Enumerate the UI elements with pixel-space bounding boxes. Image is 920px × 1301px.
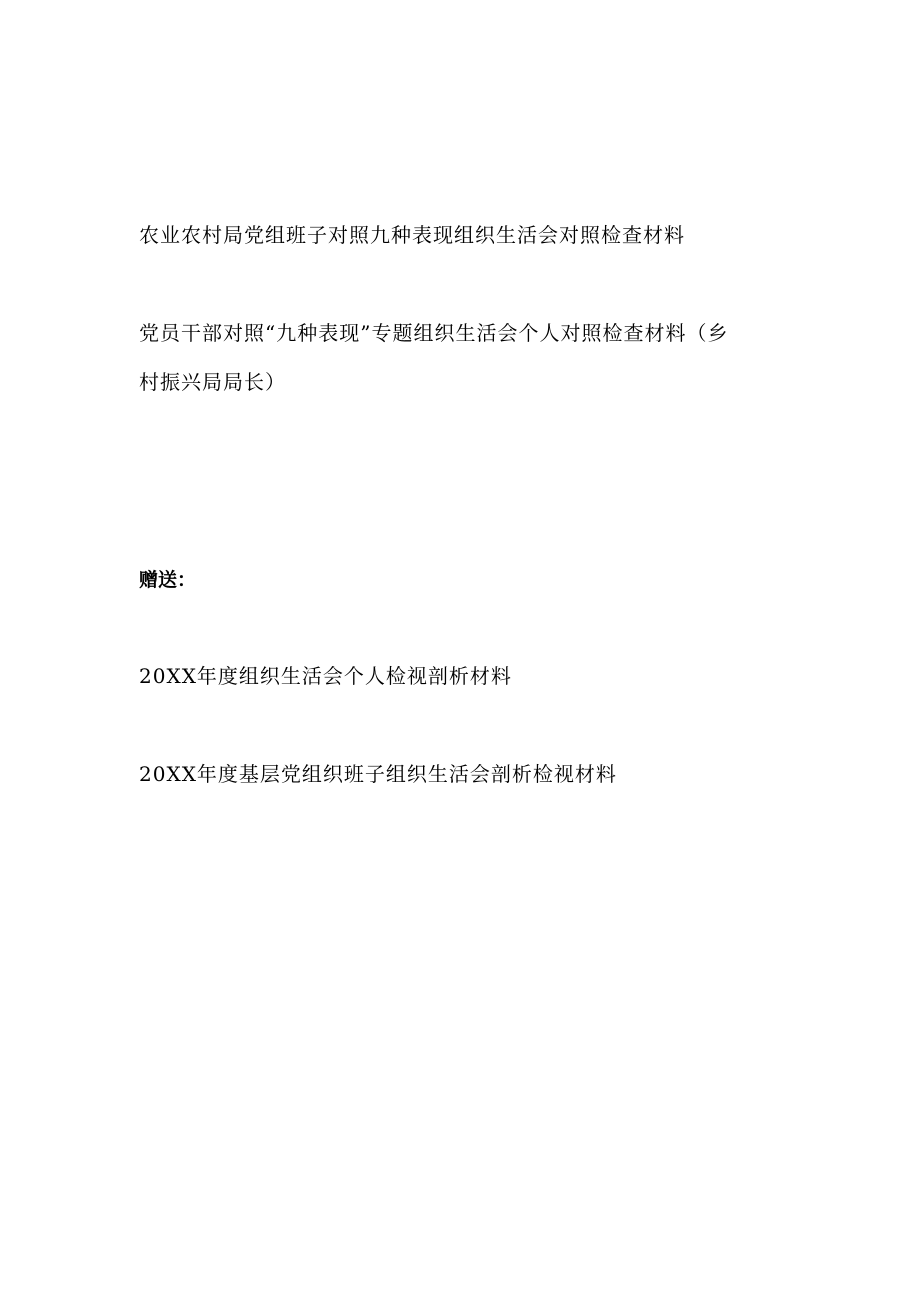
gift-item-2: 20XX年度基层党组织班子组织生活会剖析检视材料 <box>139 762 617 786</box>
document-title-2-line-2: 村振兴局局长） <box>139 370 286 394</box>
document-title-1: 农业农村局党组班子对照九种表现组织生活会对照检查材料 <box>139 223 685 247</box>
document-title-2-line-1: 党员干部对照“九种表现”专题组织生活会个人对照检查材料（乡 <box>139 321 729 345</box>
gift-heading: 赠送： <box>139 569 197 591</box>
gift-item-1: 20XX年度组织生活会个人检视剖析材料 <box>139 664 512 688</box>
